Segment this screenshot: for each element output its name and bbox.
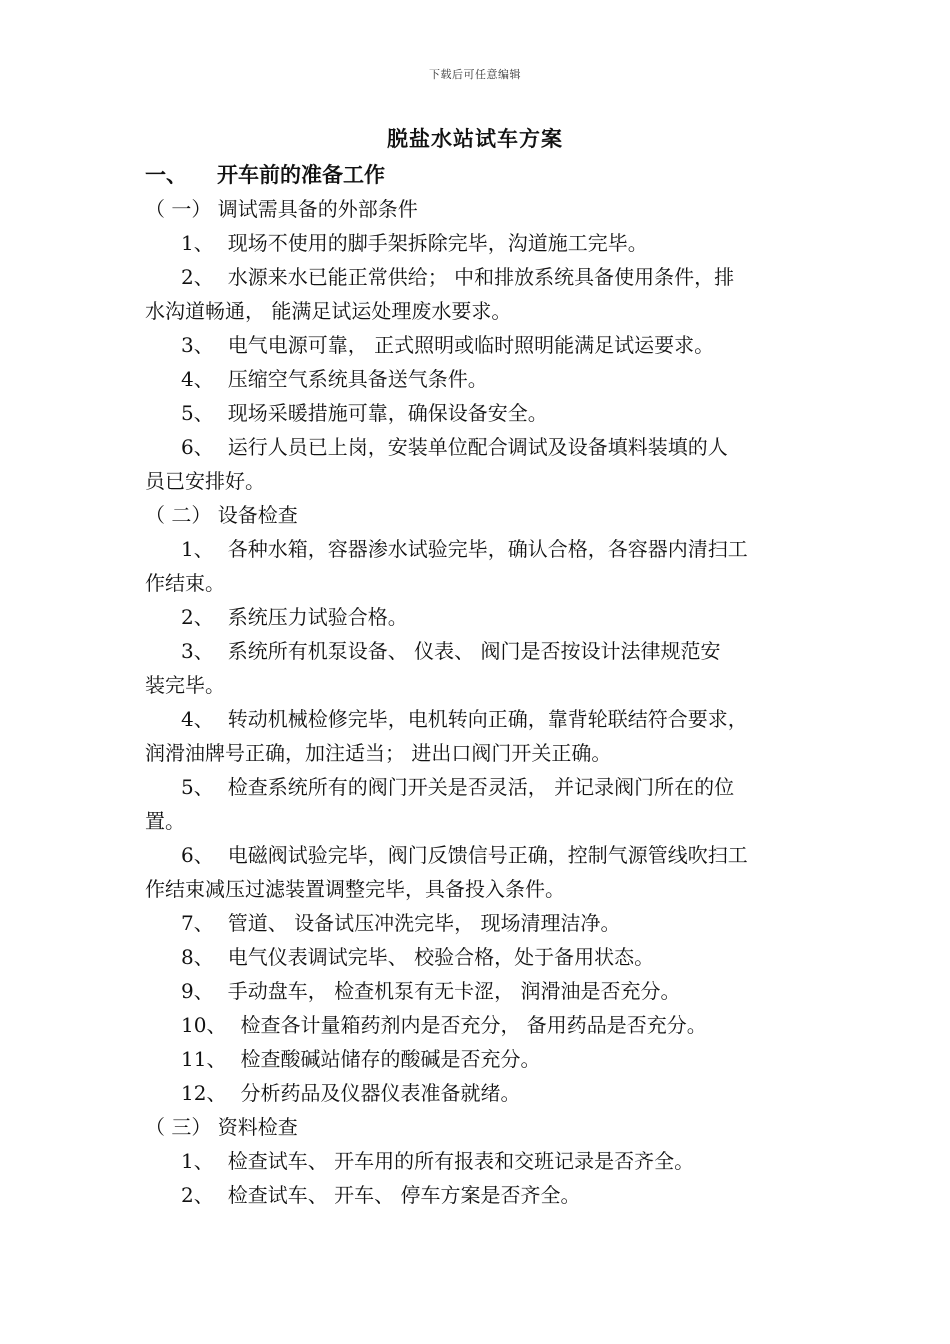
item-text: 各种水箱，容器渗水试验完毕，确认合格，各容器内清扫工 [227, 537, 748, 561]
item-text: 现场采暖措施可靠，确保设备安全。 [227, 401, 548, 425]
list-item-continuation [145, 566, 810, 600]
item-number: 2、 [181, 265, 214, 289]
item-number: 12、 [181, 1081, 227, 1105]
document-title: 脱盐水站试车方案 [387, 127, 563, 151]
item-text: 水沟道畅通， 能满足试运处理废水要求。 [145, 299, 512, 323]
list-item [145, 1042, 810, 1076]
list-item-continuation [145, 668, 810, 702]
list-item [145, 600, 810, 634]
subsection-list-1 [145, 226, 810, 498]
list-item [145, 974, 810, 1008]
document-body [145, 158, 810, 1212]
item-text: 电气电源可靠， 正式照明或临时照明能满足试运要求。 [227, 333, 715, 357]
item-text: 电气仪表调试完毕、 校验合格，处于备用状态。 [227, 945, 655, 969]
item-text: 分析药品及仪器仪表准备就绪。 [240, 1081, 521, 1105]
list-item [145, 1008, 810, 1042]
list-item-continuation [145, 872, 810, 906]
item-text: 电磁阀试验完毕，阀门反馈信号正确，控制气源管线吹扫工 [227, 843, 748, 867]
item-text: 检查酸碱站储存的酸碱是否充分。 [240, 1047, 541, 1071]
item-text: 转动机械检修完毕，电机转向正确，靠背轮联结符合要求， [227, 707, 748, 731]
list-item-continuation [145, 294, 810, 328]
list-item [145, 1178, 810, 1212]
subsection-list-2 [145, 532, 810, 1110]
item-text: 作结束。 [145, 571, 225, 595]
section-title: 开车前的准备工作 [217, 163, 385, 187]
list-item [145, 430, 810, 464]
list-item [145, 702, 810, 736]
subsection-heading: （ 三） 资料检查 [145, 1115, 298, 1139]
item-text: 水源来水已能正常供给； 中和排放系统具备使用条件，排 [227, 265, 735, 289]
item-text: 检查系统所有的阀门开关是否灵活， 并记录阀门所在的位 [227, 775, 735, 799]
list-item [145, 396, 810, 430]
item-text: 压缩空气系统具备送气条件。 [227, 367, 488, 391]
header-note: 下载后可任意编辑 [429, 68, 521, 81]
item-number: 6、 [181, 843, 214, 867]
item-number: 5、 [181, 401, 214, 425]
list-item [145, 260, 810, 294]
item-number: 8、 [181, 945, 214, 969]
item-number: 11、 [181, 1047, 227, 1071]
subsection-heading: （ 一） 调试需具备的外部条件 [145, 197, 418, 221]
item-text: 员已安排好。 [145, 469, 265, 493]
list-item [145, 634, 810, 668]
item-number: 2、 [181, 605, 214, 629]
list-item [145, 838, 810, 872]
item-number: 3、 [181, 333, 214, 357]
item-text: 装完毕。 [145, 673, 225, 697]
list-item [145, 362, 810, 396]
section-heading [145, 158, 810, 192]
item-text: 置。 [145, 809, 185, 833]
item-text: 运行人员已上岗，安装单位配合调试及设备填料装填的人 [227, 435, 728, 459]
item-number: 4、 [181, 367, 214, 391]
item-number: 4、 [181, 707, 214, 731]
item-text: 作结束减压过滤装置调整完毕，具备投入条件。 [145, 877, 565, 901]
list-item [145, 770, 810, 804]
item-number: 7、 [181, 911, 214, 935]
item-number: 1、 [181, 231, 214, 255]
list-item [145, 1076, 810, 1110]
item-number: 6、 [181, 435, 214, 459]
section-number: 一、 [145, 163, 187, 187]
list-item [145, 940, 810, 974]
item-number: 5、 [181, 775, 214, 799]
item-text: 系统压力试验合格。 [227, 605, 408, 629]
item-text: 检查试车、 开车用的所有报表和交班记录是否齐全。 [227, 1149, 695, 1173]
subsection-list-3 [145, 1144, 810, 1212]
item-number: 9、 [181, 979, 214, 1003]
list-item [145, 226, 810, 260]
item-text: 现场不使用的脚手架拆除完毕，沟道施工完毕。 [227, 231, 648, 255]
list-item-continuation [145, 736, 810, 770]
item-text: 系统所有机泵设备、 仪表、 阀门是否按设计法律规范安 [227, 639, 721, 663]
item-text: 润滑油牌号正确，加注适当； 进出口阀门开关正确。 [145, 741, 612, 765]
list-item [145, 328, 810, 362]
item-number: 3、 [181, 639, 214, 663]
item-number: 2、 [181, 1183, 214, 1207]
item-number: 10、 [181, 1013, 227, 1037]
list-item-continuation [145, 464, 810, 498]
item-text: 检查试车、 开车、 停车方案是否齐全。 [227, 1183, 581, 1207]
item-text: 管道、 设备试压冲洗完毕， 现场清理洁净。 [227, 911, 621, 935]
list-item [145, 906, 810, 940]
list-item-continuation [145, 804, 810, 838]
subsection-heading: （ 二） 设备检查 [145, 503, 298, 527]
item-text: 检查各计量箱药剂内是否充分， 备用药品是否充分。 [240, 1013, 707, 1037]
item-number: 1、 [181, 1149, 214, 1173]
item-number: 1、 [181, 537, 214, 561]
item-text: 手动盘车， 检查机泵有无卡涩， 润滑油是否充分。 [227, 979, 681, 1003]
list-item [145, 1144, 810, 1178]
list-item [145, 532, 810, 566]
